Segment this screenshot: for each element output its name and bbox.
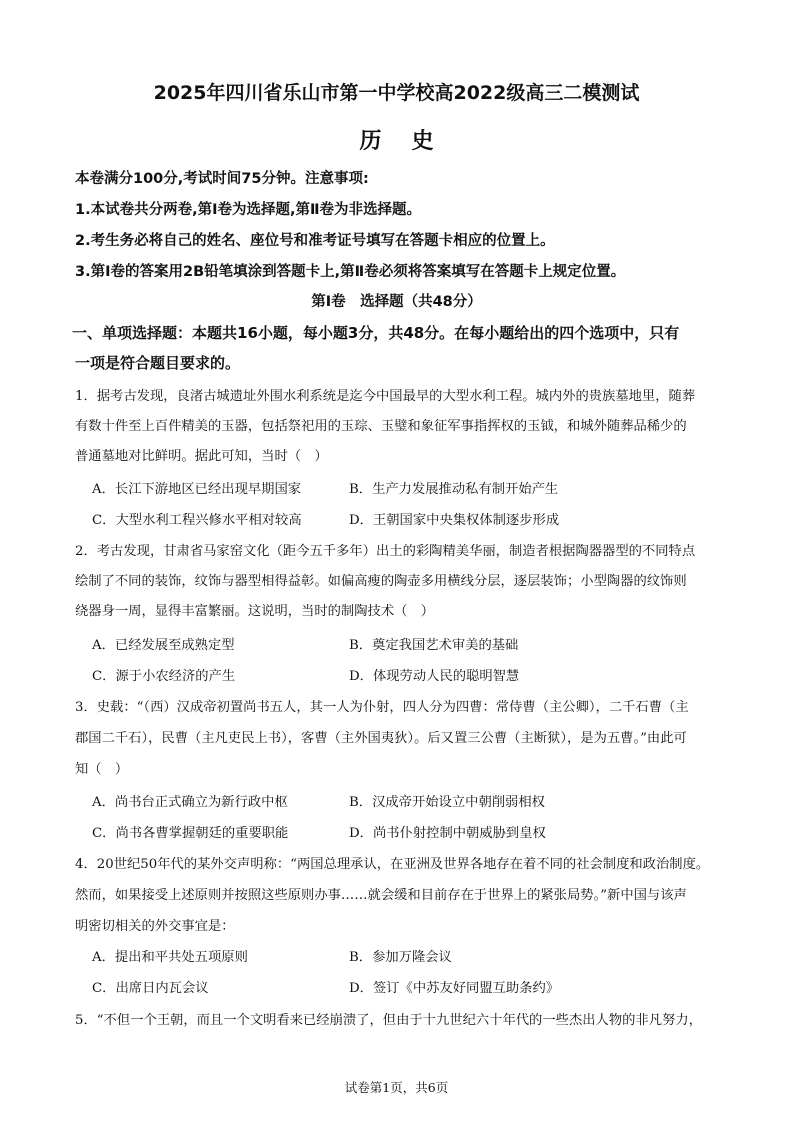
question-2-option-c: C．源于小农经济的产生 — [92, 669, 236, 684]
question-4-text: 然而，如果接受上述原则并按照这些原则办事……就会缓和目前存在于世界上的紧张局势。”新中国与该声 — [75, 888, 687, 903]
question-4-option-b: B．参加万隆会议 — [349, 950, 452, 965]
instructions-intro: 本卷满分100分,考试时间75分钟。注意事项: — [75, 171, 369, 187]
question-3-option-c: C．尚书各曹掌握朝廷的重要职能 — [92, 826, 289, 841]
instruction-3: 3.第Ⅰ卷的答案用2B铅笔填涂到答题卡上,第Ⅱ卷必须将答案填写在答题卡上规定位置。 — [75, 264, 626, 280]
question-4-text: 明密切相关的外交事宜是： — [75, 919, 235, 934]
question-1-option-d: D．王朝国家中央集权体制逐步形成 — [349, 513, 560, 528]
question-2-text: 绘制了不同的装饰，纹饰与器型相得益彰。如偏高瘦的陶壶多用横线分层，逐层装饰；小型陶器的纹饰则 — [75, 574, 687, 589]
question-1-option-c: C．大型水利工程兴修水平相对较高 — [92, 513, 302, 528]
question-3-text: 知（ ） — [75, 762, 129, 777]
question-4-option-c: C．出席日内瓦会议 — [92, 981, 209, 996]
question-4-option-d: D．签订《中苏友好同盟互助条约》 — [349, 981, 560, 996]
question-3-text: 郡国二千石），民曹（主凡吏民上书），客曹（主外国夷狄）。后又置三公曹（主断狱），是为五曹。”由此可 — [75, 731, 687, 746]
question-3-text: 3．史载：“（西）汉成帝初置尚书五人，其一人为仆射，四人分为四曹：常侍曹（主公卿），二千石曹（主 — [75, 700, 689, 715]
page-footer: 试卷第1页，共6页 — [344, 1080, 449, 1095]
section-heading: 一、单项选择题：本题共16小题，每小题3分，共48分。在每小题给出的四个选项中，只有 — [72, 324, 680, 342]
question-1-text: 1．据考古发现，良渚古城遗址外围水利系统是迄今中国最早的大型水利工程。城内外的贵族墓地里，随葬 — [75, 389, 696, 404]
question-1-text: 普通墓地对比鲜明。据此可知，当时（ ） — [75, 449, 328, 464]
subject-heading: 历史 — [359, 128, 464, 154]
question-2-option-a: A．已经发展至成熟定型 — [92, 638, 235, 653]
question-2-option-d: D．体现劳动人民的聪明智慧 — [349, 669, 520, 684]
question-4-option-a: A．提出和平共处五项原则 — [92, 950, 248, 965]
question-1-option-a: A．长江下游地区已经出现早期国家 — [92, 482, 302, 497]
question-1-option-b: B．生产力发展推动私有制开始产生 — [349, 482, 559, 497]
instruction-2: 2.考生务必将自己的姓名、座位号和准考证号填写在答题卡相应的位置上。 — [75, 233, 555, 249]
exam-title: 2025年四川省乐山市第一中学校高2022级高三二模测试 — [153, 82, 640, 104]
section-heading-cont: 一项是符合题目要求的。 — [75, 354, 241, 372]
question-5-text: 5．“不但一个王朝，而且一个文明看来已经崩溃了，但由于十九世纪六十年代的一些杰出人物的非凡努力， — [75, 1013, 702, 1028]
instruction-1: 1.本试卷共分两卷,第Ⅰ卷为选择题,第Ⅱ卷为非选择题。 — [75, 202, 422, 218]
question-3-option-b: B．汉成帝开始设立中朝削弱相权 — [349, 795, 545, 810]
question-4-text: 4．20世纪50年代的某外交声明称：“两国总理承认，在亚洲及世界各地存在着不同的社会制度和政治制度。 — [75, 857, 710, 872]
part-title: 第Ⅰ卷 选择题（共48分） — [311, 294, 482, 310]
question-2-text: 绕器身一周，显得丰富繁丽。这说明，当时的制陶技术（ ） — [75, 604, 435, 619]
question-2-option-b: B．奠定我国艺术审美的基础 — [349, 638, 519, 653]
question-1-text: 有数十件至上百件精美的玉器，包括祭祀用的玉琮、玉璧和象征军事指挥权的玉钺，和城外随葬品稀少的 — [75, 419, 687, 434]
question-3-option-d: D．尚书仆射控制中朝威胁到皇权 — [349, 826, 546, 841]
question-2-text: 2．考古发现，甘肃省马家窑文化（距今五千多年）出土的彩陶精美华丽，制造者根据陶器器型的不同特点 — [75, 544, 696, 559]
question-3-option-a: A．尚书台正式确立为新行政中枢 — [92, 795, 288, 810]
